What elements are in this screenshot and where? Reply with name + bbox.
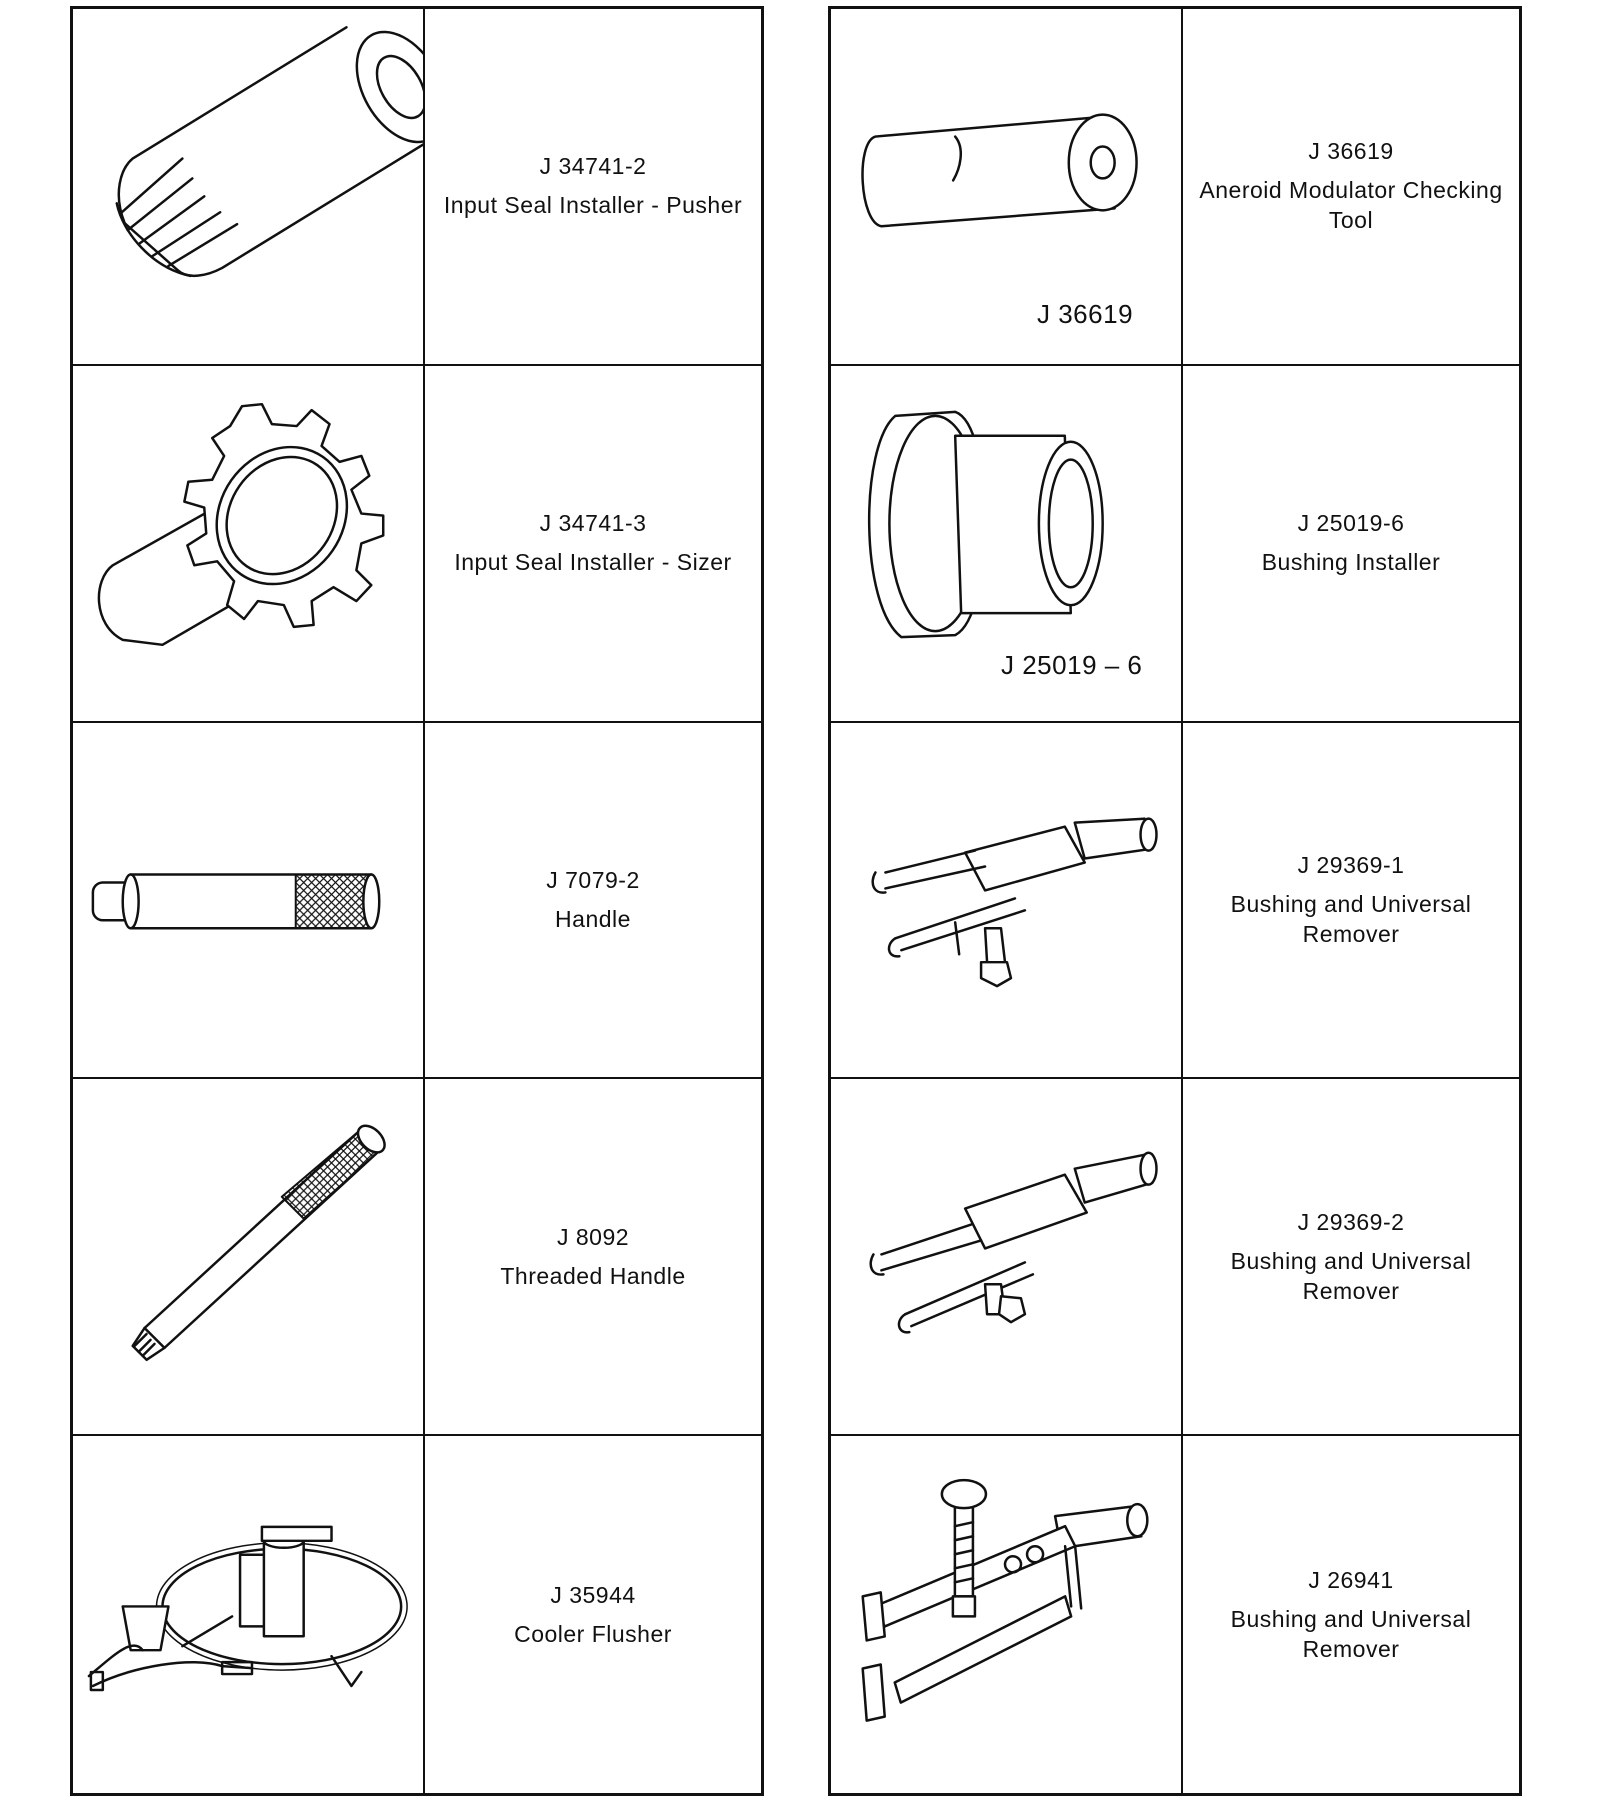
tool-name: Input Seal Installer - Pusher [443,192,743,219]
remover-puller-illustration [831,1079,1181,1434]
tool-name: Bushing and Universal Remover [1230,890,1472,947]
knurled-handle-illustration [73,723,423,1078]
slide-hammer-bracket-illustration [831,1436,1181,1793]
pusher-sleeve-illustration [73,9,423,364]
illustration-cell [831,9,1183,366]
tool-name: Bushing Installer [1261,549,1441,576]
illustration-caption: J 25019 – 6 [1001,649,1143,680]
tool-number: J 29369-1 [1297,851,1405,878]
tool-number: J 34741-3 [539,510,647,537]
cooler-flusher-illustration [73,1436,423,1793]
tool-info-cell [1183,1079,1519,1436]
tool-info-cell [425,1079,761,1436]
illustration-caption: J 36619 [1037,299,1134,329]
tool-info-cell [1183,366,1519,723]
illustration-cell [73,723,425,1080]
tool-info-cell [425,1436,761,1793]
illustration-cell [831,723,1183,1080]
illustration-cell [831,1079,1183,1436]
tool-number: J 7079-2 [546,866,640,893]
checking-cylinder-illustration [831,9,1181,364]
tool-name: Bushing and Universal Remover [1230,1247,1472,1304]
tool-info-cell [425,723,761,1080]
tool-name: Cooler Flusher [514,1620,672,1647]
tool-info-cell [1183,9,1519,366]
right-tool-table [828,6,1522,1796]
tool-info-cell [1183,1436,1519,1793]
threaded-handle-illustration [73,1079,423,1434]
left-tool-table [70,6,764,1796]
sizer-gear-illustration [73,366,423,721]
tool-info-cell [425,9,761,366]
tool-number: J 34741-2 [539,153,647,180]
tool-number: J 36619 [1308,138,1394,165]
tool-number: J 26941 [1308,1566,1394,1593]
illustration-cell [831,1436,1183,1793]
tool-name: Handle [555,905,631,932]
tool-number: J 35944 [550,1581,636,1608]
bushing-installer-illustration [831,366,1181,721]
tool-info-cell [425,366,761,723]
tool-name: Threaded Handle [500,1262,686,1289]
tool-info-cell [1183,723,1519,1080]
tool-name: Aneroid Modulator Checking Tool [1199,177,1503,234]
tool-number: J 25019-6 [1297,510,1405,537]
tool-name: Input Seal Installer - Sizer [454,549,732,576]
tool-name: Bushing and Universal Remover [1230,1605,1472,1662]
illustration-cell [831,366,1183,723]
illustration-cell [73,1436,425,1793]
illustration-cell [73,366,425,723]
tool-number: J 29369-2 [1297,1208,1405,1235]
remover-puller-illustration [831,723,1181,1078]
illustration-cell [73,1079,425,1436]
illustration-cell [73,9,425,366]
tool-number: J 8092 [556,1223,630,1250]
